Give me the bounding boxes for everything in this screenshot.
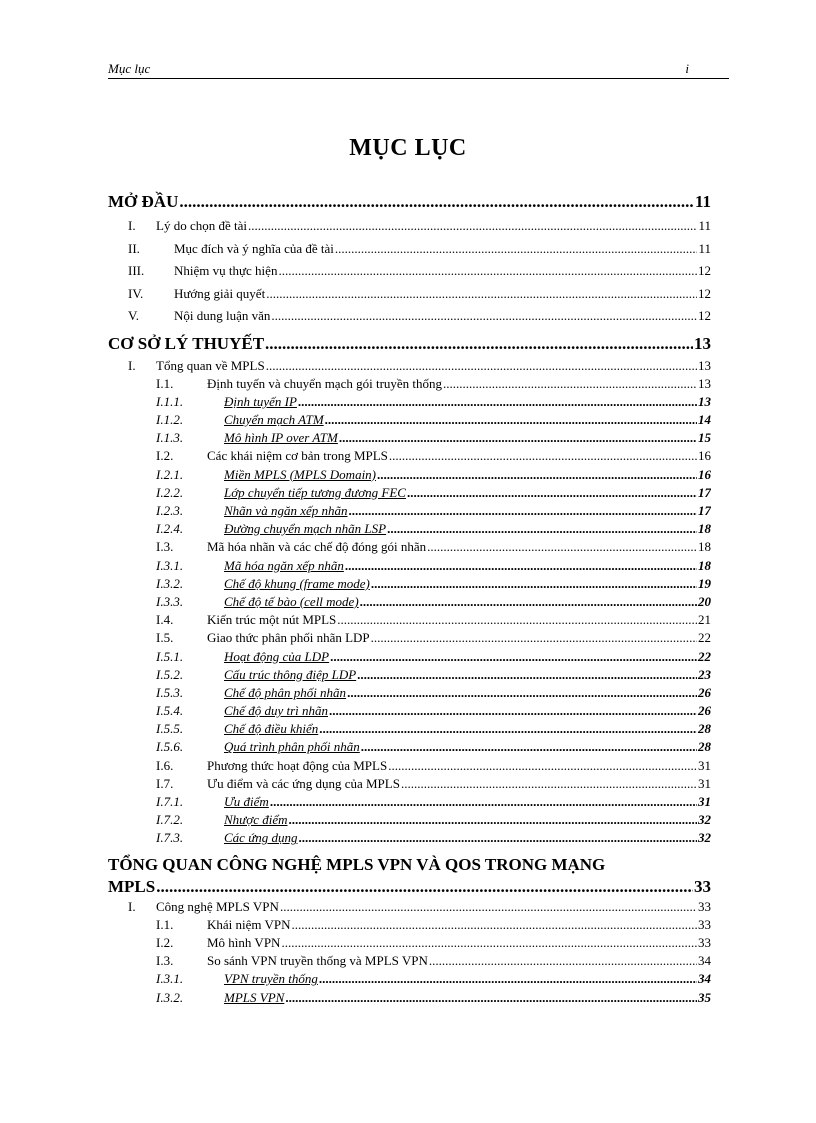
toc-leader-dots — [388, 757, 697, 775]
toc-leader-dots — [265, 330, 693, 357]
toc-entry-label: Hướng giải quyết — [174, 285, 266, 301]
toc-page-number: 11 — [698, 240, 711, 256]
toc-page-number: 28 — [698, 721, 711, 737]
toc-entry-label: Mã hóa ngăn xếp nhãn — [224, 557, 344, 573]
toc-entry-number: I. — [128, 357, 136, 373]
toc-page-number: 18 — [698, 539, 711, 555]
toc-page-number: 32 — [698, 812, 711, 828]
toc-entry-number: I.5.2. — [156, 666, 184, 682]
toc-entry-number: I.5.5. — [156, 721, 184, 737]
toc-entry-number: I.4. — [156, 612, 174, 628]
toc-leader-dots — [429, 952, 697, 970]
toc-entry-number: I.5.1. — [156, 648, 184, 664]
toc-entry-number: I.1.1. — [156, 393, 184, 409]
toc-leader-dots — [179, 188, 694, 215]
toc-page-number: 33 — [698, 934, 711, 950]
page-title: MỤC LỤC — [349, 135, 467, 161]
toc-chapter-label: MỞ ĐẦU — [108, 192, 179, 211]
toc-leader-dots — [299, 829, 697, 847]
toc-entry[interactable] — [108, 648, 711, 666]
toc-page-number: 17 — [698, 484, 711, 500]
toc-entry-label: Chế độ tế bào (cell mode) — [224, 593, 359, 609]
toc-entry-number: V. — [128, 308, 139, 323]
toc-entry-label: Cấu trúc thông điệp LDP — [224, 666, 357, 682]
toc-entry-number: IV. — [128, 285, 144, 301]
toc-entry-number: I.3.1. — [156, 971, 184, 987]
toc-page-number: 12 — [698, 263, 711, 278]
toc-leader-dots — [407, 484, 697, 502]
toc-leader-dots — [325, 411, 697, 429]
toc-entry[interactable] — [108, 829, 711, 847]
toc-entry-label: Các ứng dụng — [224, 830, 298, 846]
toc-entry-label: Chế độ khung (frame mode) — [224, 575, 370, 591]
toc-entry-label: Giao thức phân phối nhãn LDP — [207, 630, 370, 646]
toc-entry[interactable] — [108, 411, 711, 429]
toc-entry-label: Ưu điểm và các ứng dụng của MPLS — [207, 775, 400, 791]
toc-page-number: 13 — [698, 393, 711, 409]
toc-page-number: 18 — [698, 557, 711, 573]
toc-page-number: 20 — [698, 593, 711, 609]
toc-leader-dots — [292, 916, 697, 934]
toc-entry[interactable] — [108, 466, 711, 484]
toc-chapter-2-entries — [108, 357, 711, 848]
toc-leader-dots — [360, 593, 697, 611]
toc-entry-label: Nhược điểm — [224, 812, 288, 828]
toc-leader-dots — [387, 520, 697, 538]
toc-page-number: 13 — [698, 375, 711, 391]
toc-entry[interactable] — [108, 898, 711, 916]
toc-entry-number: I.5.3. — [156, 684, 184, 700]
toc-page-number: 17 — [698, 503, 711, 518]
toc-page-number: 22 — [698, 648, 711, 664]
toc-entry-number: I.3. — [156, 953, 174, 969]
toc-leader-dots — [389, 447, 697, 465]
toc-entry[interactable] — [108, 593, 711, 611]
toc-entry-number: I.3.2. — [156, 575, 184, 591]
toc-chapter-label-line1: TỔNG QUAN CÔNG NGHỆ MPLS VPN VÀ QOS TRONG MẠNG — [108, 854, 606, 874]
toc-leader-dots — [371, 575, 697, 593]
toc-page-number: 31 — [698, 794, 711, 809]
toc-leader-dots — [285, 989, 697, 1007]
toc-entry[interactable] — [108, 629, 711, 647]
toc-entry[interactable] — [108, 393, 711, 411]
toc-page-number: 26 — [698, 703, 711, 719]
toc-entry[interactable] — [108, 557, 711, 575]
toc-entry-label: Chế độ duy trì nhãn — [224, 703, 328, 719]
toc-entry-number: I.6. — [156, 757, 174, 773]
toc-entry[interactable] — [108, 970, 711, 988]
toc-entry-label: Mô hình VPN — [207, 934, 281, 950]
toc-chapter-3-entries — [108, 898, 711, 1007]
toc-entry-number: I.3.1. — [156, 557, 184, 573]
toc-entry[interactable] — [108, 260, 711, 283]
toc-page-number: 34 — [698, 971, 711, 987]
toc-leader-dots — [427, 538, 697, 556]
toc-entry-number: I.1.2. — [156, 412, 184, 428]
toc-leader-dots — [401, 775, 697, 793]
toc-leader-dots — [156, 876, 693, 898]
toc-entry[interactable] — [108, 684, 711, 702]
page-header — [108, 60, 729, 79]
toc-entry[interactable] — [108, 702, 711, 720]
toc-entry-number: I.3. — [156, 539, 174, 555]
toc-entry[interactable] — [108, 357, 711, 375]
toc-entry-number: I.7.3. — [156, 830, 184, 846]
toc-entry[interactable] — [108, 484, 711, 502]
toc-leader-dots — [281, 934, 697, 952]
toc-leader-dots — [339, 429, 697, 447]
toc-entry[interactable] — [108, 811, 711, 829]
table-of-contents — [108, 186, 711, 1007]
toc-page-number: 16 — [698, 448, 711, 464]
toc-entry[interactable] — [108, 757, 711, 775]
toc-entry-number: I.7.1. — [156, 794, 184, 809]
toc-entry[interactable] — [108, 502, 711, 520]
toc-entry[interactable] — [108, 666, 711, 684]
toc-leader-dots — [248, 215, 697, 238]
toc-page-number: 16 — [698, 466, 711, 482]
toc-leader-dots — [371, 629, 697, 647]
toc-entry-number: II. — [128, 240, 140, 256]
toc-entry[interactable] — [108, 538, 711, 556]
toc-entry-number: I. — [128, 218, 136, 233]
toc-entry-number: I.5.6. — [156, 739, 184, 755]
toc-entry-number: I.1.3. — [156, 430, 184, 446]
toc-entry-label: Mã hóa nhãn và các chế độ đóng gói nhãn — [207, 539, 427, 555]
toc-entry-number: III. — [128, 263, 145, 278]
toc-leader-dots — [335, 238, 698, 261]
toc-page-number: 18 — [698, 521, 711, 537]
toc-entry[interactable] — [108, 775, 711, 793]
toc-entry-number: I.2.1. — [156, 466, 184, 482]
toc-leader-dots — [357, 666, 697, 684]
toc-entry-label: Hoạt động của LDP — [224, 648, 330, 664]
toc-page-number: 33 — [698, 916, 711, 932]
toc-leader-dots — [298, 393, 697, 411]
toc-entry-number: I.3.3. — [156, 593, 184, 609]
toc-entry-label: Các khái niệm cơ bản trong MPLS — [207, 448, 388, 464]
toc-entry[interactable] — [108, 238, 711, 261]
toc-leader-dots — [270, 793, 697, 811]
toc-entry[interactable] — [108, 611, 711, 629]
header-section-title: Mục lục — [108, 61, 151, 76]
toc-entry-number: I.7.2. — [156, 812, 184, 828]
toc-chapter-co-so-ly-thuyet[interactable] — [108, 330, 711, 357]
toc-leader-dots — [280, 898, 697, 916]
toc-entry[interactable] — [108, 520, 711, 538]
toc-page-number: 28 — [698, 739, 711, 755]
toc-entry-label: Công nghệ MPLS VPN — [156, 898, 279, 914]
toc-leader-dots — [319, 970, 697, 988]
toc-page-number: 31 — [698, 775, 711, 791]
toc-chapter-mo-dau[interactable] — [108, 188, 711, 215]
toc-entry-label: MPLS VPN — [224, 989, 285, 1005]
toc-entry-label: Mô hình IP over ATM — [224, 430, 338, 446]
toc-page-number: 33 — [694, 876, 711, 896]
toc-page-number: 11 — [694, 192, 711, 211]
toc-entry-label: Tổng quan về MPLS — [156, 357, 265, 373]
toc-entry[interactable] — [108, 215, 711, 238]
toc-entry-label: VPN truyền thống — [224, 971, 318, 987]
toc-entry-label: Quá trình phân phối nhãn — [224, 739, 360, 755]
toc-page-number: 19 — [698, 575, 711, 591]
toc-page-number: 11 — [698, 218, 711, 233]
toc-leader-dots — [266, 357, 697, 375]
toc-leader-dots — [337, 611, 697, 629]
toc-entry[interactable] — [108, 952, 711, 970]
toc-entry-label: Chuyển mạch ATM — [224, 412, 324, 428]
toc-entry-number: I.2.3. — [156, 503, 184, 518]
toc-chapter-tong-quan-mpls-vpn[interactable] — [108, 854, 711, 898]
toc-entry-label: Miền MPLS (MPLS Domain) — [224, 466, 377, 482]
toc-leader-dots — [348, 502, 697, 520]
toc-entry-number: I.7. — [156, 775, 174, 791]
toc-page-number: 35 — [698, 989, 711, 1005]
toc-entry[interactable] — [108, 720, 711, 738]
toc-entry-label: Nhãn và ngăn xếp nhãn — [224, 503, 348, 518]
toc-leader-dots — [377, 466, 697, 484]
toc-entry-number: I.1. — [156, 375, 174, 391]
toc-entry[interactable] — [108, 375, 711, 393]
toc-chapter-label: CƠ SỞ LÝ THUYẾT — [108, 333, 265, 353]
toc-entry-label: Ưu điểm — [224, 794, 269, 809]
toc-leader-dots — [347, 684, 697, 702]
toc-page-number: 33 — [698, 898, 711, 914]
toc-entry-label: Phương thức hoạt động của MPLS — [207, 757, 388, 773]
toc-entry-number: I.5.4. — [156, 703, 184, 719]
toc-leader-dots — [289, 811, 698, 829]
toc-page-number: 13 — [694, 333, 711, 353]
toc-chapter-label-line2: MPLS — [108, 876, 156, 896]
toc-leader-dots — [266, 283, 697, 306]
toc-leader-dots — [361, 738, 697, 756]
toc-entry[interactable] — [108, 916, 711, 934]
toc-entry[interactable] — [108, 934, 711, 952]
toc-page-number: 12 — [698, 285, 711, 301]
toc-page-number: 13 — [698, 357, 711, 373]
toc-page-number: 23 — [698, 666, 711, 682]
header-page-number: i — [685, 61, 689, 76]
toc-entry[interactable] — [108, 305, 711, 328]
toc-page-number: 31 — [698, 757, 711, 773]
toc-entry-label: Đường chuyển mạch nhãn LSP — [224, 521, 387, 537]
toc-entry[interactable] — [108, 283, 711, 306]
toc-entry-label: Nhiệm vụ thực hiện — [174, 263, 278, 278]
toc-leader-dots — [330, 648, 697, 666]
toc-entry-number: I.5. — [156, 630, 174, 646]
toc-leader-dots — [329, 702, 697, 720]
toc-leader-dots — [278, 260, 697, 283]
toc-entry-number: I.2. — [156, 934, 174, 950]
toc-entry-number: I.2.4. — [156, 521, 184, 537]
toc-leader-dots — [319, 720, 697, 738]
toc-page-number: 34 — [698, 953, 711, 969]
toc-page-number: 32 — [698, 830, 711, 846]
toc-entry-label: Mục đích và ý nghĩa của đề tài — [174, 240, 334, 256]
toc-entry[interactable] — [108, 447, 711, 465]
toc-entry[interactable] — [108, 738, 711, 756]
toc-entry-label: So sánh VPN truyền thống và MPLS VPN — [207, 953, 428, 969]
toc-entry-label: Khái niệm VPN — [207, 916, 291, 932]
toc-entry-label: Chế độ phân phối nhãn — [224, 684, 347, 700]
toc-leader-dots — [443, 375, 697, 393]
toc-page-number: 15 — [698, 430, 711, 446]
toc-entry-label: Lý do chọn đề tài — [156, 218, 247, 233]
toc-entry-number: I.3.2. — [156, 989, 184, 1005]
toc-entry[interactable] — [108, 989, 711, 1007]
toc-entry-label: Định tuyến IP — [224, 393, 297, 409]
toc-page-number: 22 — [698, 630, 711, 646]
toc-page-number: 12 — [698, 308, 711, 323]
toc-leader-dots — [271, 305, 697, 328]
toc-entry[interactable] — [108, 575, 711, 593]
toc-entry-number: I.2. — [156, 448, 174, 464]
toc-entry-label: Chế độ điều khiển — [224, 721, 319, 737]
toc-page-number: 21 — [698, 612, 711, 628]
toc-page-number: 26 — [698, 684, 711, 700]
toc-entry-number: I.2.2. — [156, 484, 184, 500]
toc-entry-label: Định tuyến và chuyển mạch gói truyền thống — [207, 375, 443, 391]
toc-entry-number: I.1. — [156, 916, 174, 932]
toc-entry-label: Lớp chuyển tiếp tương đương FEC — [224, 484, 406, 500]
toc-entry-number: I. — [128, 898, 136, 914]
toc-page-number: 14 — [698, 412, 711, 428]
toc-leader-dots — [345, 557, 697, 575]
toc-entry[interactable] — [108, 793, 711, 811]
toc-entry[interactable] — [108, 429, 711, 447]
toc-entry-label: Kiến trúc một nút MPLS — [207, 612, 337, 628]
toc-entry-label: Nội dung luận văn — [174, 308, 271, 323]
